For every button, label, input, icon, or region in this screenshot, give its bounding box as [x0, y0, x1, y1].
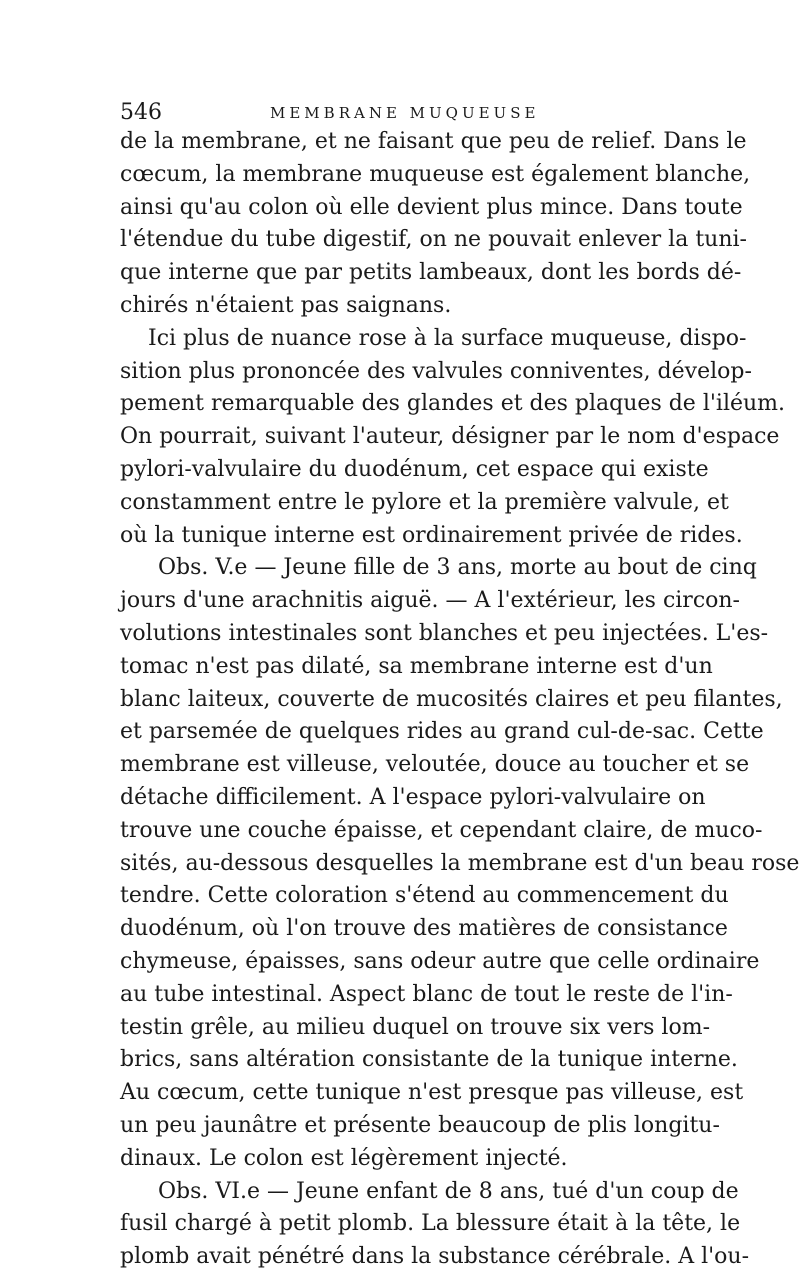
text-line: détache difficilement. A l'espace pylori-valvulaire on [120, 784, 706, 810]
text-line: ainsi qu'au colon où elle devient plus mince. Dans toute [120, 194, 743, 220]
page-number: 546 [120, 100, 162, 125]
text-line: testin grêle, au milieu duquel on trouve six vers lom- [120, 1014, 711, 1040]
text-line: dinaux. Le colon est légèrement injecté. [120, 1145, 568, 1171]
running-head: MEMBRANE MUQUEUSE [270, 104, 540, 122]
text-line: On pourrait, suivant l'auteur, désigner par le nom d'espace [120, 424, 780, 450]
page-header [120, 100, 680, 126]
text-line: fusil chargé à petit plomb. La blessure était à la tête, le [120, 1211, 741, 1237]
text-line: brics, sans altération consistante de la tunique interne. [120, 1047, 738, 1073]
text-line: cœcum, la membrane muqueuse est également blanche, [120, 161, 751, 187]
text-line: sition plus prononcée des valvules conniventes, dévelop- [120, 358, 752, 384]
text-line: de la membrane, et ne faisant que peu de relief. Dans le [120, 129, 747, 154]
text-line: pylori-valvulaire du duodénum, cet espace qui existe [120, 456, 709, 482]
text-line: un peu jaunâtre et présente beaucoup de plis longitu- [120, 1112, 720, 1138]
text-line: blanc laiteux, couverte de mucosités claires et peu filantes, [120, 686, 783, 712]
text-line: duodénum, où l'on trouve des matières de consistance [120, 916, 728, 942]
text-line: que interne que par petits lambeaux, dont les bords dé- [120, 260, 742, 286]
text-line: Obs. V.e — Jeune fille de 3 ans, morte au bout de cinq [158, 555, 757, 581]
text-line: Au cœcum, cette tunique n'est presque pas villeuse, est [120, 1080, 744, 1106]
text-line: l'étendue du tube digestif, on ne pouvait enlever la tuni- [120, 227, 747, 253]
body-text [120, 126, 800, 1274]
text-line: chirés n'étaient pas saignans. [120, 292, 452, 318]
text-line: Ici plus de nuance rose à la surface muqueuse, dispo- [148, 325, 747, 351]
text-line: plomb avait pénétré dans la substance cérébrale. A l'ou- [120, 1244, 750, 1270]
text-line: constamment entre le pylore et la première valvule, et [120, 489, 729, 515]
text-line: volutions intestinales sont blanches et peu injectées. L'es- [120, 620, 769, 646]
text-line: membrane est villeuse, veloutée, douce au toucher et se [120, 752, 750, 778]
text-line: jours d'une arachnitis aiguë. — A l'extérieur, les circon- [120, 588, 740, 614]
text-line: chymeuse, épaisses, sans odeur autre que celle ordinaire [120, 948, 760, 974]
text-line: trouve une couche épaisse, et cependant claire, de muco- [120, 817, 763, 843]
text-line: sités, au-dessous desquelles la membrane est d'un beau rose [120, 850, 800, 876]
text-line: et parsemée de quelques rides au grand cul-de-sac. Cette [120, 719, 764, 745]
text-line: tomac n'est pas dilaté, sa membrane interne est d'un [120, 653, 713, 679]
text-line: où la tunique interne est ordinairement privée de rides. [120, 522, 743, 548]
text-line: Obs. VI.e — Jeune enfant de 8 ans, tué d'un coup de [158, 1178, 739, 1204]
text-line: pement remarquable des glandes et des plaques de l'iléum. [120, 391, 786, 417]
text-line: tendre. Cette coloration s'étend au commencement du [120, 883, 729, 909]
text-line: au tube intestinal. Aspect blanc de tout le reste de l'in- [120, 981, 733, 1007]
